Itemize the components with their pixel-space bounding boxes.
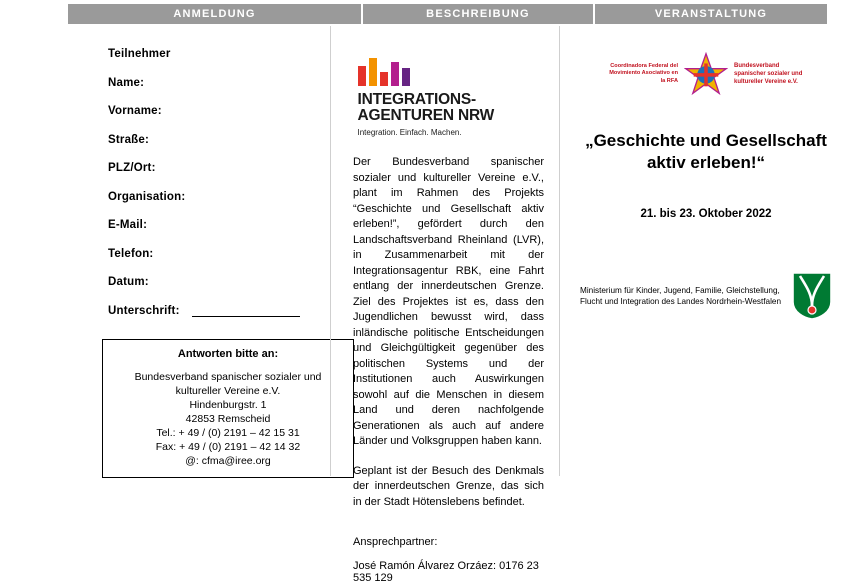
tab-beschreibung-label: BESCHREIBUNG: [426, 8, 530, 20]
reply-line-fax: Fax: + 49 / (0) 2191 – 42 14 32: [155, 440, 301, 453]
ministry-name: Ministerium für Kinder, Jugend, Familie, Gleichstellung, Flucht und Integration des Landes Nordrhein-Westfalen: [580, 286, 782, 306]
form-label-strasse: Straße:: [108, 133, 150, 146]
tab-anmeldung[interactable]: [68, 4, 363, 24]
reply-box-title: Antworten bitte an:: [177, 347, 279, 360]
organisation-logos: [580, 52, 832, 96]
ministry-block: [580, 272, 832, 320]
form-label-plz-ort: PLZ/Ort:: [108, 162, 156, 174]
form-label-organisation: Organisation:: [108, 190, 186, 203]
tab-veranstaltung-label: VERANSTALTUNG: [654, 8, 768, 20]
reply-line-city: 42853 Remscheid: [185, 412, 271, 425]
contact-person: José Ramón Álvarez Orzáez: 0176 23 535 129: [353, 560, 539, 584]
logo-bar-purple-icon: [402, 68, 410, 86]
reply-line-org1: Bundesverband spanischer sozialer und: [134, 370, 322, 383]
reply-address-box: [102, 339, 354, 478]
coordinadora-logo-text: Coordinadora Federal del Movimiento Asociativo en la RFA: [609, 62, 678, 84]
description-paragraph-2: Geplant ist der Besuch des Denkmals der innerdeutschen Grenze, das sich in der Stadt Hötenslebens befindet.: [353, 464, 544, 508]
form-label-vorname: Vorname:: [108, 105, 162, 117]
signature-label: Unterschrift:: [108, 304, 180, 317]
document-body: [0, 26, 850, 584]
logo-bar-red2-icon: [380, 72, 388, 86]
logo-bar-magenta-icon: [391, 62, 399, 86]
logo-bar-orange-icon: [369, 58, 377, 86]
logo-title-line2: AGENTUREN NRW: [357, 107, 495, 124]
tab-anmeldung-label: ANMELDUNG: [173, 8, 256, 20]
event-date: 21. bis 23. Oktober 2022: [640, 208, 772, 220]
event-panel: [560, 26, 850, 476]
contact-heading: Ansprechpartner:: [353, 536, 438, 548]
logo-title-line1: INTEGRATIONS-: [357, 91, 477, 108]
tab-beschreibung[interactable]: [363, 4, 595, 24]
signature-row: [108, 305, 330, 317]
tab-bar: [0, 0, 850, 26]
event-title: „Geschichte und Gesellschaft aktiv erleben!“: [585, 131, 827, 172]
form-label-name: Name:: [108, 76, 145, 89]
reply-line-street: Hindenburgstr. 1: [189, 398, 267, 411]
form-label-datum: Datum:: [108, 276, 149, 288]
logo-bars-icon: [358, 56, 544, 86]
form-label-email: E-Mail:: [108, 219, 148, 231]
nrw-coat-of-arms-icon: [792, 272, 832, 320]
reply-line-email[interactable]: @: cfma@iree.org: [185, 454, 271, 467]
description-paragraph-1: Der Bundesverband spanischer sozialer und kultureller Vereine e.V., plant im Rahmen des Projekts “Geschichte und Gesellschaft aktiv erleben!”, gefördert durch den Landschaftsverband Rheinland (LVR), in Zusammenarbeit mit der Integrationsagentur RBK, eine Fahrt entlang der innerdeutschen Grenze. Ziel des Projektes ist es, dass den Jugendlichen bewusst wird, dass inländische politische Entscheidungen und Gleichgültigkeit gegenüber des politischen Systems und der Institutionen auch Auswirkungen sowohl auf die Menschen in diesem Land und deren nachfolgende Generationen als auch auf andere Länder und Volksgruppen haben kann.: [353, 156, 544, 447]
description-panel: [330, 26, 560, 584]
form-label-telefon: Telefon:: [108, 247, 154, 260]
reply-line-tel: Tel.: + 49 / (0) 2191 – 42 15 31: [156, 426, 300, 439]
reply-line-org2: kultureller Vereine e.V.: [175, 384, 281, 397]
star-emblem-icon: [684, 52, 728, 96]
integrationsagenturen-logo: [354, 56, 544, 137]
tab-veranstaltung[interactable]: [595, 4, 827, 24]
registration-panel: [0, 26, 330, 476]
logo-subtitle: Integration. Einfach. Machen.: [357, 128, 462, 137]
signature-line[interactable]: [192, 305, 300, 317]
bundesverband-logo-text: Bundesverband spanischer sozialer und kultureller Vereine e.V.: [734, 63, 803, 85]
logo-bar-red-icon: [358, 66, 366, 86]
form-label-teilnehmer: Teilnehmer: [108, 48, 171, 60]
